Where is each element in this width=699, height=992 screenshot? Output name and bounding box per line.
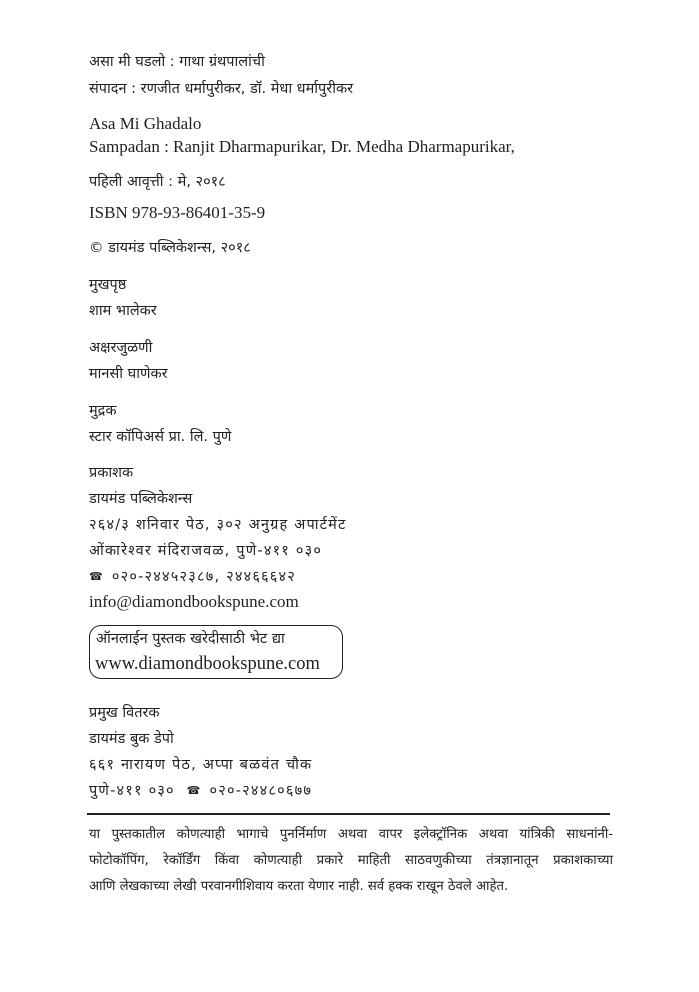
online-purchase-box: [89, 625, 343, 679]
publisher-name: डायमंड पब्लिकेशन्स: [89, 491, 193, 507]
distributor-phone: ०२०-२४४८०६७७: [209, 783, 313, 799]
publisher-address-line2: ओंकारेश्वर मंदिराजवळ, पुणे-४११ ०३०: [89, 543, 323, 559]
cover-label: मुखपृष्ठ: [89, 277, 127, 293]
distributor-address: ६६१ नारायण पेठ, अप्पा बळवंत चौक: [89, 757, 313, 773]
publisher-email[interactable]: info@diamondbookspune.com: [89, 592, 299, 611]
copyright-line: © डायमंड पब्लिकेशन्स, २०१८: [89, 240, 251, 256]
isbn: ISBN 978-93-86401-35-9: [89, 203, 266, 222]
book-title-marathi: असा मी घडलो : गाथा ग्रंथपालांची: [89, 54, 265, 70]
typesetting-label: अक्षरजुळणी: [89, 340, 153, 356]
editors-marathi: संपादन : रणजीत धर्मापुरीकर, डॉ. मेधा धर्मापुरीकर: [89, 81, 354, 97]
rights-notice: [89, 822, 613, 900]
rights-notice-line3: आणि लेखकाच्या लेखी परवानगीशिवाय करता येणार नाही. सर्व हक्क राखून ठेवले आहेत.: [89, 879, 509, 894]
typesetter: मानसी घाणेकर: [89, 366, 168, 382]
printer-name: स्टार कॉपिअर्स प्रा. लि. पुणे: [89, 429, 232, 445]
book-title-english: Asa Mi Ghadalo: [89, 114, 202, 133]
first-edition: पहिली आवृत्ती : मे, २०१८: [89, 174, 226, 190]
phone-icon: ☎: [89, 570, 104, 583]
distributor-city-pin: पुणे-४११ ०३०: [89, 783, 175, 799]
online-purchase-caption: ऑनलाईन पुस्तक खरेदीसाठी भेट द्या: [96, 631, 285, 647]
cover-artist: शाम भालेकर: [89, 303, 157, 319]
publisher-phone-line: [89, 567, 296, 587]
distributor-label: प्रमुख वितरक: [89, 705, 160, 721]
publisher-label: प्रकाशक: [89, 465, 134, 481]
rights-notice-line2: फोटोकॉपिंग, रेकॉर्डिंग किंवा कोणत्याही प्रकारे माहिती साठवणुकीच्या तंत्रज्ञानातून प्रकाशकाच्या: [89, 853, 613, 868]
rights-notice-line1: या पुस्तकातील कोणत्याही भागाचे पुनर्निर्माण अथवा वापर इलेक्ट्रॉनिक अथवा यांत्रिकी साधनांनी-: [89, 827, 613, 842]
divider-rule: [87, 813, 610, 815]
publisher-phone: ०२०-२४४५२३८७, २४४६६६४२: [111, 569, 297, 585]
phone-icon: ☎: [186, 784, 202, 797]
distributor-city-phone-line: [89, 781, 312, 801]
website-link[interactable]: www.diamondbookspune.com: [95, 654, 320, 674]
printer-label: मुद्रक: [89, 403, 117, 419]
distributor-name: डायमंड बुक डेपो: [89, 731, 174, 747]
editors-english: Sampadan : Ranjit Dharmapurikar, Dr. Medha Dharmapurikar,: [89, 137, 515, 156]
publisher-address-line1: २६४/३ शनिवार पेठ, ३०२ अनुग्रह अपार्टमेंट: [89, 517, 347, 533]
